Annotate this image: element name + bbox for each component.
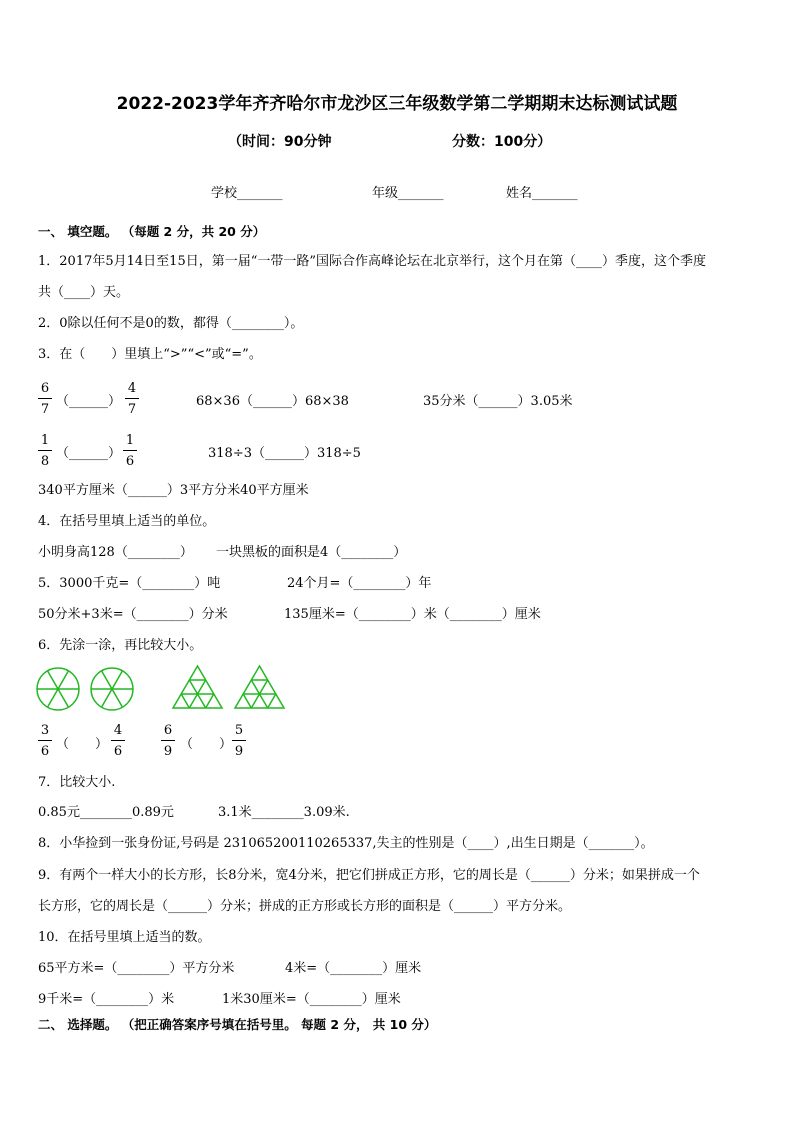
- fraction-denominator: 6: [125, 454, 135, 469]
- fraction-numerator: 6: [40, 381, 50, 396]
- fraction-denominator: 6: [40, 744, 50, 759]
- question-5b: 24个月=（________）年: [287, 576, 432, 591]
- fraction: [125, 380, 139, 418]
- question-10a: 65平方米=（________）平方分米: [38, 961, 235, 976]
- fraction-numerator: 1: [40, 433, 50, 448]
- fraction-bar: [111, 740, 125, 741]
- question-7b: 3.1米________3.09米.: [218, 805, 350, 820]
- fraction-bar: [38, 740, 52, 741]
- name-field[interactable]: 姓名_______: [506, 186, 578, 201]
- fraction-bar: [123, 450, 137, 451]
- fraction-denominator: 7: [127, 402, 137, 417]
- exam-time: （时间：90分钟: [228, 134, 332, 150]
- fraction: [111, 722, 125, 760]
- question-3e: 340平方厘米（______）3平方分米40平方厘米: [38, 483, 309, 498]
- fraction-bar: [232, 740, 246, 741]
- question-1-line2: 共（____）天。: [38, 285, 130, 300]
- fraction-bar: [38, 450, 52, 451]
- section2-heading: 二、 选择题。 （把正确答案序号填在括号里。 每题 2 分， 共 10 分）: [38, 1017, 437, 1032]
- page-title: 2022-2023学年齐齐哈尔市龙沙区三年级数学第二学期期末达标测试试题: [116, 94, 678, 114]
- question-10b: 4米=（________）厘米: [285, 961, 422, 976]
- fraction-denominator: 6: [113, 744, 123, 759]
- triangle-ninths: [173, 666, 222, 708]
- fraction: [232, 722, 246, 760]
- fraction-numerator: 4: [113, 723, 123, 738]
- question-3b: 68×36（______）68×38: [196, 394, 349, 409]
- fraction-bar: [38, 398, 52, 399]
- question-10: 10．在括号里填上适当的数。: [38, 930, 211, 945]
- question-4a: 小明身高128（________）: [38, 545, 193, 560]
- fraction: [38, 432, 52, 470]
- fraction-numerator: 5: [234, 723, 244, 738]
- question-4: 4．在括号里填上适当的单位。: [38, 514, 216, 529]
- question-5c: 50分米+3米=（________）分米: [38, 607, 228, 622]
- section1-heading: 一、 填空题。 （每题 2 分，共 20 分）: [38, 224, 266, 239]
- fraction-denominator: 7: [40, 402, 50, 417]
- question-3c: 35分米（______）3.05米: [423, 394, 573, 409]
- answer-blank[interactable]: （ ）: [56, 737, 109, 752]
- question-7: 7．比较大小.: [38, 775, 116, 790]
- fraction-bar: [125, 398, 139, 399]
- grade-field[interactable]: 年级_______: [372, 186, 444, 201]
- question-7a: 0.85元________0.89元: [38, 805, 174, 820]
- fraction-numerator: 1: [125, 433, 135, 448]
- answer-blank[interactable]: （______）: [56, 394, 122, 409]
- question-9-line2: 长方形，它的周长是（______）分米；拼成的正方形或长方形的面积是（______）平方分米。: [38, 899, 572, 914]
- question-9-line1: 9．有两个一样大小的长方形，长8分米，宽4分米，把它们拼成正方形，它的周长是（______）分米；如果拼成一个: [38, 868, 700, 883]
- question-10c: 9千米=（________）米: [38, 992, 175, 1007]
- fraction: [123, 432, 137, 470]
- fraction-numerator: 3: [40, 723, 50, 738]
- fraction-denominator: 8: [40, 454, 50, 469]
- question-4b: 一块黑板的面积是4（________）: [216, 545, 407, 560]
- fraction-numerator: 4: [127, 381, 137, 396]
- fraction: [161, 722, 175, 760]
- question-2: 2．0除以任何不是0的数，都得（________）。: [38, 316, 304, 331]
- question-1-line1: 1．2017年5月14日至15日，第一届“一带一路”国际合作高峰论坛在北京举行，这个月在第（____）季度，这个季度: [38, 254, 707, 269]
- exam-score: 分数：100分）: [452, 134, 552, 150]
- question-3: 3．在（ ）里填上“>”“<”或“=”。: [38, 347, 262, 362]
- question-8: 8．小华捡到一张身份证,号码是 231065200110265337,失主的性别是（____）,出生日期是（_______）。: [38, 836, 654, 851]
- fraction: [38, 380, 52, 418]
- question-5d: 135厘米=（________）米（________）厘米: [284, 607, 541, 622]
- fraction: [38, 722, 52, 760]
- answer-blank[interactable]: （ ）: [180, 737, 233, 752]
- fraction-denominator: 9: [163, 744, 173, 759]
- answer-blank[interactable]: （______）: [56, 446, 122, 461]
- fraction-denominator: 9: [234, 744, 244, 759]
- circle-sixths: [37, 668, 79, 710]
- circle-sixths: [91, 668, 133, 710]
- shapes-figure: [36, 664, 286, 714]
- question-3d: 318÷3（______）318÷5: [208, 446, 361, 461]
- school-field[interactable]: 学校_______: [211, 186, 283, 201]
- question-6: 6．先涂一涂，再比较大小。: [38, 638, 203, 653]
- fraction-bar: [161, 740, 175, 741]
- fraction-numerator: 6: [163, 723, 173, 738]
- question-10d: 1米30厘米=（________）厘米: [222, 992, 401, 1007]
- triangle-ninths: [235, 666, 284, 708]
- question-5a: 5．3000千克=（________）吨: [38, 576, 221, 591]
